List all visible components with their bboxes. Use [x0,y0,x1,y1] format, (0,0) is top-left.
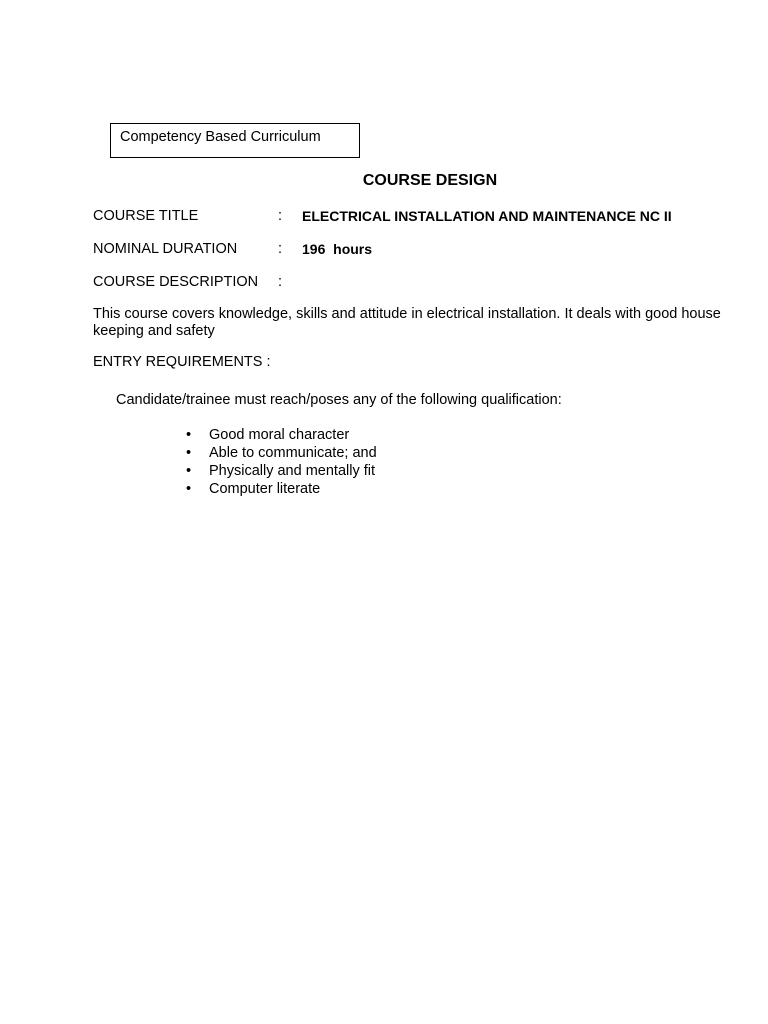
course-title-colon: : [278,208,283,224]
bullet-icon: • [186,463,192,479]
nominal-duration-colon: : [278,241,283,257]
bullet-icon: • [186,445,192,461]
curriculum-header-text: Competency Based Curriculum [120,129,321,145]
qualification-text: Able to communicate; and [209,445,377,461]
entry-requirements-label: ENTRY REQUIREMENTS : [93,354,271,370]
bullet-icon: • [186,481,192,497]
qualification-text: Good moral character [209,427,350,443]
qualification-text: Physically and mentally fit [209,463,376,479]
qualification-text: Computer literate [209,481,321,497]
candidate-requirement-text: Candidate/trainee must reach/poses any of the following qualification: [116,392,562,408]
course-description-text: This course covers knowledge, skills and attitude in electrical installation. It deals with good house keeping and safety [93,306,721,339]
course-description-colon: : [278,274,283,290]
curriculum-header-box [110,123,360,158]
course-description-label: COURSE DESCRIPTION [93,274,259,290]
course-title-value: ELECTRICAL INSTALLATION AND MAINTENANCE NC II [302,208,672,224]
page-title: COURSE DESIGN [362,172,498,189]
bullet-icon: • [186,427,192,443]
nominal-duration-value: 196 hours [302,241,373,257]
nominal-duration-label: NOMINAL DURATION [93,241,238,257]
course-title-label: COURSE TITLE [93,208,199,224]
